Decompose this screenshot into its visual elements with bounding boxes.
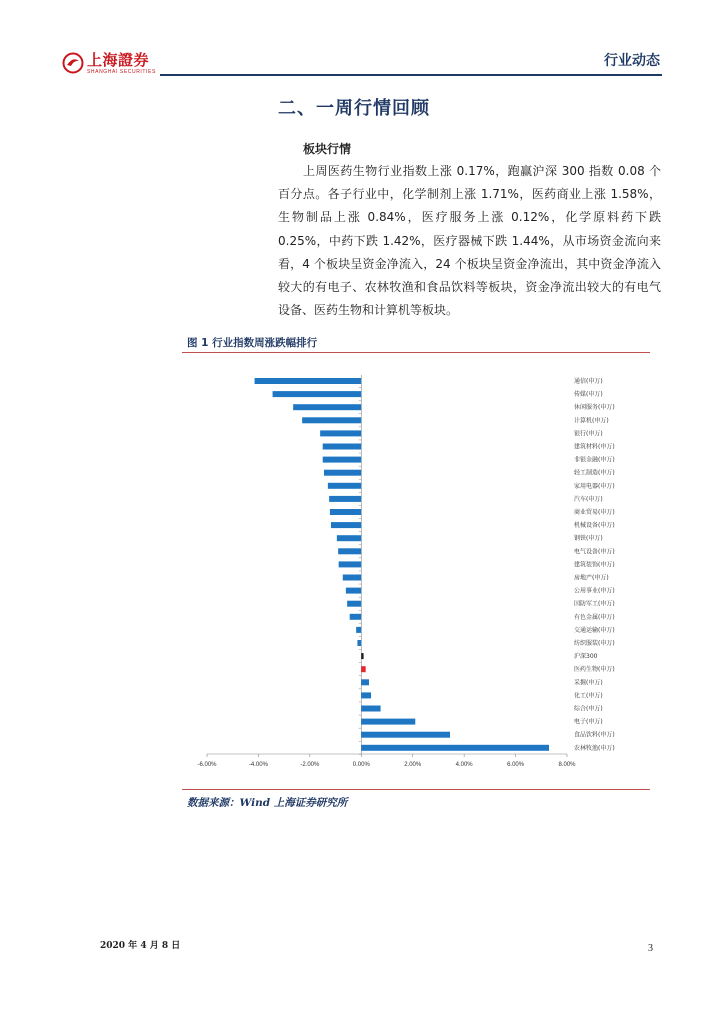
bar-15 (343, 575, 362, 581)
bar-18 (350, 614, 362, 620)
x-tick-label: -6.00% (197, 762, 217, 768)
bar-14 (339, 561, 362, 567)
category-label: 有色金属(申万) (574, 613, 615, 621)
page-number: 3 (648, 943, 653, 954)
bar-27 (361, 732, 450, 738)
bar-26 (361, 719, 415, 725)
section-subtitle: 板块行情 (303, 142, 352, 156)
bar-21 (361, 653, 363, 659)
category-label: 化工(申万) (574, 692, 603, 700)
category-label: 公用事业(申万) (574, 587, 615, 595)
bar-8 (328, 483, 361, 489)
x-tick-label: 4.00% (455, 762, 473, 768)
report-type: 行业动态 (604, 53, 660, 69)
section-title: 二、一周行情回顾 (278, 98, 430, 119)
bar-6 (323, 457, 362, 463)
bar-4 (320, 430, 361, 436)
x-tick-label: -2.00% (300, 762, 320, 768)
bar-11 (331, 522, 361, 528)
report-date: 2020 年 4 月 8 日 (100, 941, 181, 951)
bar-13 (338, 548, 361, 554)
x-tick-label: 8.00% (558, 762, 576, 768)
bar-5 (323, 444, 362, 450)
category-label: 非银金融(申万) (574, 456, 615, 464)
bar-24 (361, 692, 371, 698)
category-label: 传媒(申万) (574, 391, 603, 399)
bar-20 (357, 640, 361, 646)
category-label: 沪深300 (574, 653, 598, 661)
figure-bottom-rule (182, 789, 650, 790)
category-label: 国防军工(申万) (574, 600, 615, 608)
category-label: 汽车(申万) (574, 495, 603, 503)
category-label: 家用电器(申万) (574, 482, 615, 490)
figure-title: 图 1 行业指数周涨跌幅排行 (187, 337, 318, 349)
category-label: 电子(申万) (574, 718, 603, 726)
category-label: 轻工制造(申万) (574, 469, 615, 477)
bar-17 (347, 601, 361, 607)
category-label: 综合(申万) (574, 705, 603, 713)
category-label: 银行(申万) (574, 430, 603, 438)
bar-25 (361, 706, 380, 712)
logo-name-cn: 上海證券 (87, 51, 150, 69)
bar-0 (255, 378, 362, 384)
bar-7 (324, 470, 361, 476)
category-label: 房地产(申万) (574, 574, 609, 582)
bar-9 (329, 496, 361, 502)
bar-10 (330, 509, 361, 515)
category-label: 采掘(申万) (574, 679, 603, 687)
category-label: 商业贸易(申万) (574, 509, 615, 516)
x-tick-label: 2.00% (404, 762, 422, 768)
x-tick-label: -4.00% (248, 762, 268, 768)
category-label: 建筑装饰(申万) (574, 561, 615, 569)
category-label: 通信(申万) (574, 378, 603, 385)
bar-12 (337, 535, 361, 541)
category-label: 交通运输(申万) (574, 626, 615, 634)
category-label: 钢铁(申万) (574, 535, 603, 543)
x-tick-label: 6.00% (507, 762, 525, 768)
category-label: 医药生物(申万) (574, 666, 615, 674)
x-tick-label: 0.00% (352, 762, 370, 768)
bar-16 (346, 588, 361, 594)
bar-1 (273, 391, 362, 397)
category-label: 机械设备(申万) (574, 522, 615, 530)
bar-23 (361, 679, 369, 685)
bar-19 (356, 627, 361, 633)
category-label: 建筑材料(申万) (574, 443, 615, 451)
logo-name-en: SHANGHAI SECURITIES (87, 69, 156, 75)
bar-3 (302, 417, 361, 423)
category-label: 农林牧渔(申万) (574, 744, 615, 752)
bar-2 (293, 404, 361, 410)
bar-28 (361, 745, 549, 751)
category-label: 食品饮料(申万) (574, 731, 615, 739)
category-label: 计算机(申万) (574, 417, 609, 425)
category-label: 休闲服务(申万) (574, 404, 615, 412)
body-paragraph: 上周医药生物行业指数上涨 0.17%，跑赢沪深 300 指数 0.08 个百分点。各子行业中，化学制剂上涨 1.71%，医药商业上涨 1.58%，生物制品上涨 0.84%，医疗服务上涨 0.12%，化学原料药下跌 0.25%，中药下跌 1.42%，医疗器械下跌 1.44%，从市场资金流向来看，4 个板块呈资金净流入，24 个板块呈资金净流出，其中资金净流入较大的有电子、农林牧渔和食品饮料等板块，资金净流出较大的有电气设备、医药生物和计算机等板块。 (278, 164, 661, 318)
bar-22 (361, 666, 365, 672)
category-label: 电气设备(申万) (574, 548, 615, 556)
category-label: 纺织服装(申万) (574, 640, 615, 647)
data-source: 数据来源：Wind 上海证券研究所 (187, 797, 348, 809)
